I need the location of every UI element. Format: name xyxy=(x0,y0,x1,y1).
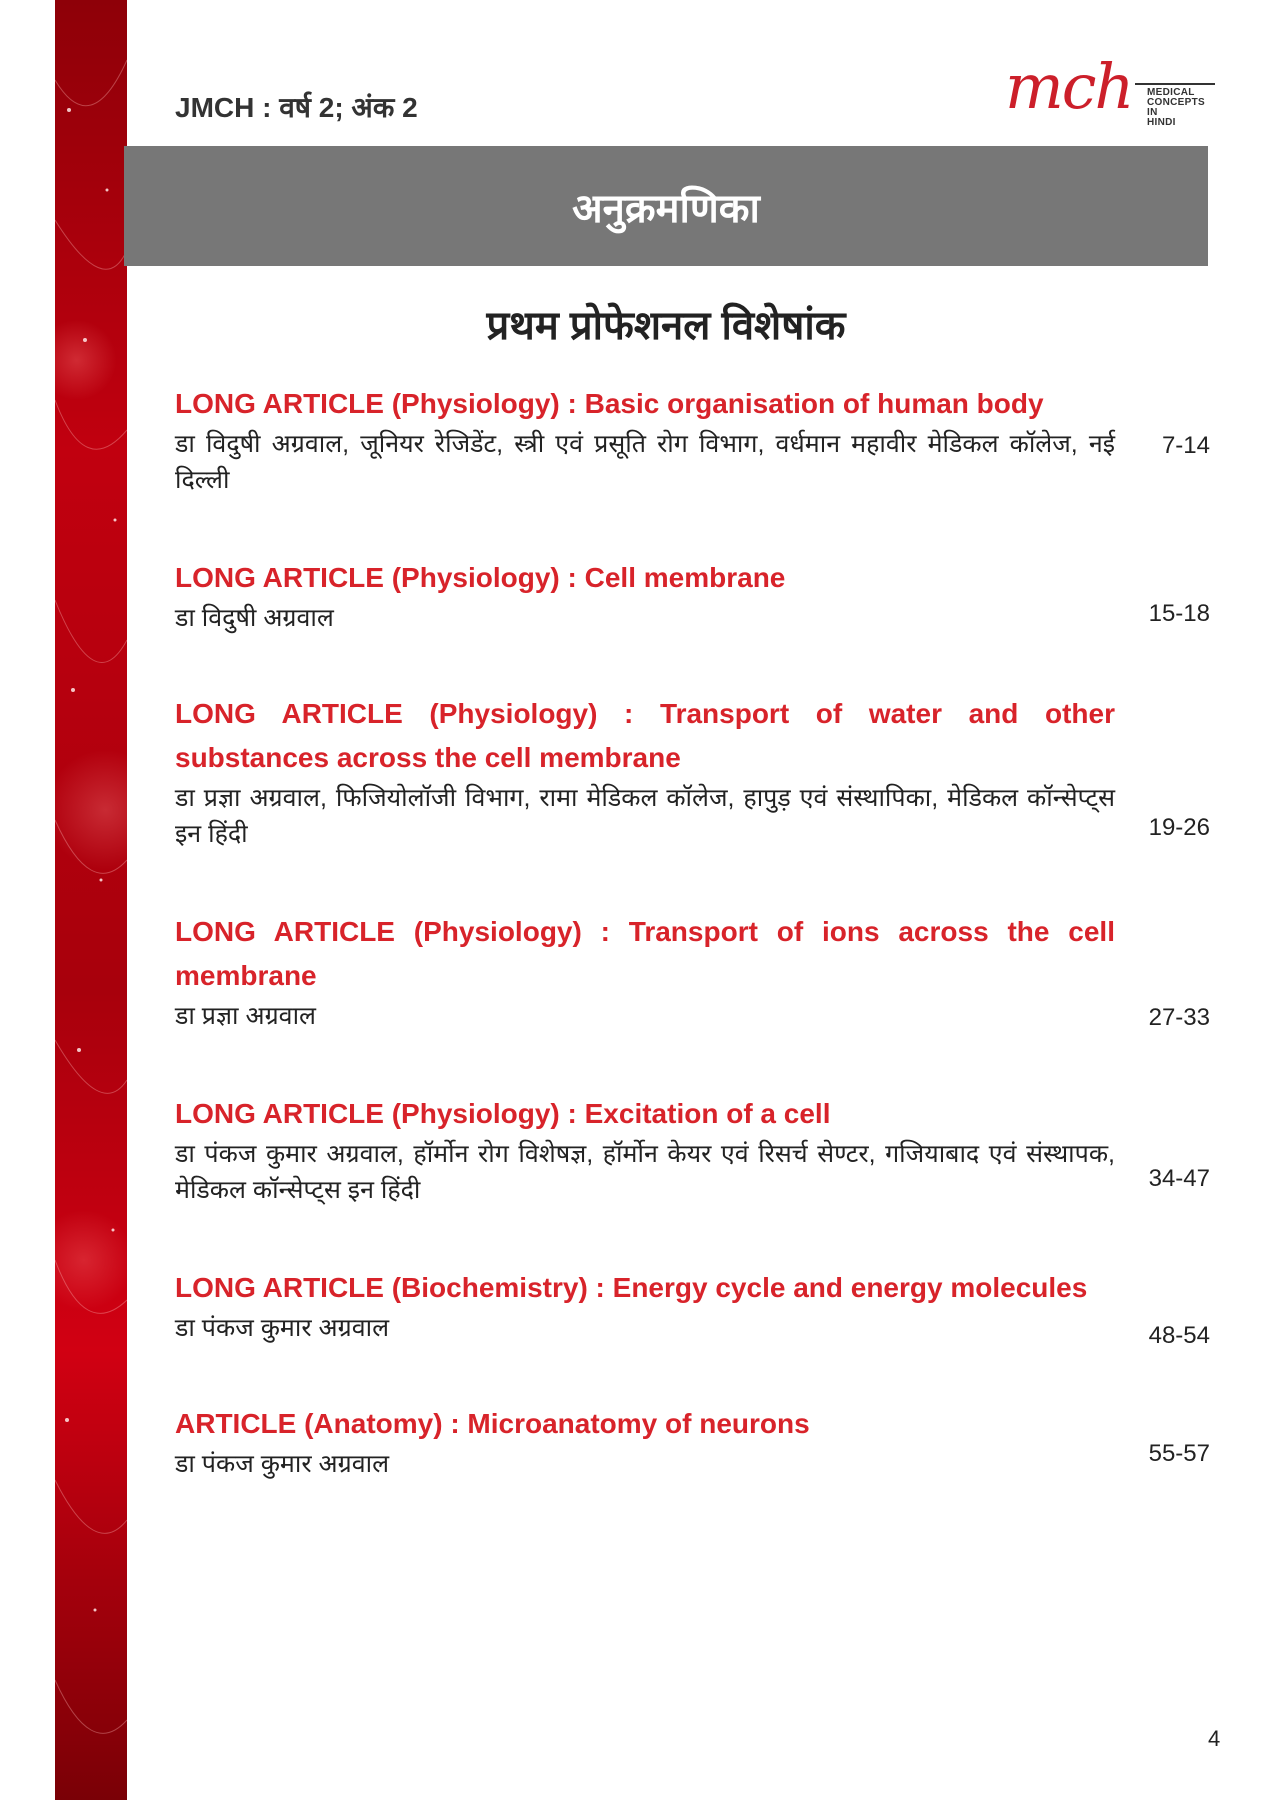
article-title-link[interactable]: LONG ARTICLE (Physiology) : Transport of ions across the cell membrane xyxy=(175,916,1115,991)
article-title-link[interactable]: LONG ARTICLE (Physiology) : Cell membrane xyxy=(175,562,786,593)
article-author: डा पंकज कुमार अग्रवाल, हॉर्मोन रोग विशेषज्ञ, हॉर्मोन केयर एवं रिसर्च सेण्टर, गजियाबाद एवं संस्थापक, मेडिकल कॉन्सेप्ट्स इन हिंदी xyxy=(175,1140,1115,1204)
toc-entry[interactable] xyxy=(175,1402,1115,1482)
toc-entry[interactable] xyxy=(175,1092,1115,1208)
toc-entry[interactable] xyxy=(175,910,1115,1034)
article-title-link[interactable]: ARTICLE (Anatomy) : Microanatomy of neurons xyxy=(175,1408,810,1439)
article-page-range: 48-54 xyxy=(1148,1322,1210,1349)
article-author: डा प्रज्ञा अग्रवाल, फिजियोलॉजी विभाग, रामा मेडिकल कॉलेज, हापुड़ एवं संस्थापिका, मेडिकल कॉन्सेप्ट्स इन हिंदी xyxy=(175,784,1115,848)
article-author: डा पंकज कुमार अग्रवाल xyxy=(175,1450,390,1478)
special-issue-subtitle: प्रथम प्रोफेशनल विशेषांक xyxy=(486,304,846,348)
article-title-link[interactable]: LONG ARTICLE (Physiology) : Basic organisation of human body xyxy=(175,388,1044,419)
journal-issue-label: JMCH : वर्ष 2; अंक 2 xyxy=(175,92,418,123)
logo-wordmark: mch xyxy=(1005,50,1133,123)
toc-entry[interactable] xyxy=(175,692,1115,852)
mch-logo xyxy=(1005,52,1215,132)
logo-tagline: MEDICAL CONCEPTS IN HINDI xyxy=(1147,87,1205,128)
toc-entry[interactable] xyxy=(175,1266,1115,1346)
article-author: डा पंकज कुमार अग्रवाल xyxy=(175,1314,390,1342)
article-page-range: 27-33 xyxy=(1148,1004,1210,1031)
article-author: डा प्रज्ञा अग्रवाल xyxy=(175,1002,316,1030)
article-author: डा विदुषी अग्रवाल, जूनियर रेजिडेंट, स्त्री एवं प्रसूति रोग विभाग, वर्धमान महावीर मेडिकल कॉलेज, नई दिल्ली xyxy=(175,430,1115,494)
article-page-range: 7-14 xyxy=(1161,432,1210,459)
decorative-side-stripe xyxy=(55,0,127,1800)
article-title-link[interactable]: LONG ARTICLE (Biochemistry) : Energy cycle and energy molecules xyxy=(175,1272,1088,1303)
contents-title: अनुक्रमणिका xyxy=(572,186,760,231)
article-page-range: 15-18 xyxy=(1148,600,1210,627)
article-page-range: 55-57 xyxy=(1148,1440,1210,1467)
article-page-range: 34-47 xyxy=(1148,1165,1210,1192)
network-pattern-graphic xyxy=(55,0,127,1800)
article-title-link[interactable]: LONG ARTICLE (Physiology) : Excitation of a cell xyxy=(175,1098,831,1129)
logo-rule xyxy=(1135,83,1215,85)
article-title-link[interactable]: LONG ARTICLE (Physiology) : Transport of water and other substances across the cell membrane xyxy=(175,698,1115,773)
toc-entry[interactable] xyxy=(175,382,1115,498)
contents-header-band xyxy=(124,146,1208,266)
article-author: डा विदुषी अग्रवाल xyxy=(175,604,334,632)
page-number: 4 xyxy=(1208,1726,1221,1751)
toc-entry[interactable] xyxy=(175,556,1115,636)
article-page-range: 19-26 xyxy=(1148,814,1210,841)
